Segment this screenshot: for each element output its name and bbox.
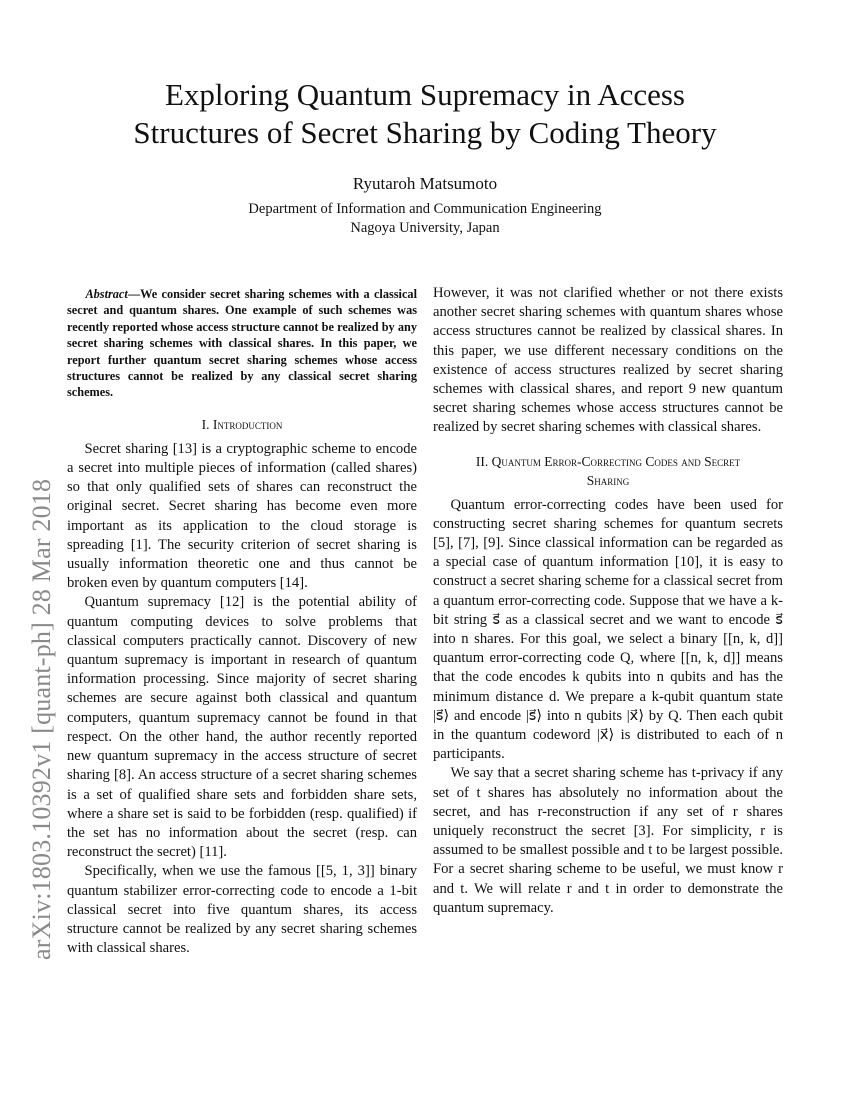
abstract bbox=[67, 286, 417, 401]
abstract-label: Abstract bbox=[85, 287, 128, 301]
affiliation-line-2: Nagoya University, Japan bbox=[350, 220, 500, 236]
affiliation-line-1: Department of Information and Communication Engineering bbox=[248, 201, 602, 217]
body-paragraph: We say that a secret sharing scheme has t-privacy if any set of t shares has absolutely no information about the secret, and has r-reconstruction if any set of r shares uniquely reconstruct the secret [3]. For simplicity, r is assumed to be smallest possible and t to be largest possible. For a secret sharing scheme to be useful, we must know r and t. We will relate r and t in order to demonstrate the quantum supremacy. bbox=[433, 765, 783, 916]
section-heading-introduction: I. Introduction bbox=[201, 416, 283, 432]
body-paragraph: Secret sharing [13] is a cryptographic scheme to encode a secret into multiple pieces of information (called shares) so that only qualified sets of shares can reconstruct the original secret. Secret sharing has become even more important as its application to the cloud storage is spreading [1]. The security criterion of secret sharing is usually information theoretic one and thus cannot be broken even by quantum computers [14]. bbox=[67, 440, 417, 592]
arxiv-identifier-stamp[interactable]: arXiv:1803.10392v1 [quant-ph] 28 Mar 2018 bbox=[27, 478, 56, 960]
author-affiliation bbox=[0, 200, 850, 238]
title-line-2: Structures of Secret Sharing by Coding Theory bbox=[133, 115, 717, 150]
body-paragraph: Specifically, when we use the famous [[5, 1, 3]] binary quantum stabilizer error-correcting code to encode a 1-bit classical secret into five quantum shares, its access structure cannot be realized by any secret sharing schemes with classical shares. bbox=[67, 863, 417, 957]
left-column bbox=[67, 286, 417, 958]
paper-title bbox=[60, 76, 790, 152]
section2-heading-line-1: II. Quantum Error-Correcting Codes and Secret bbox=[475, 453, 741, 469]
abstract-text: —We consider secret sharing schemes with a classical secret and quantum shares. One example of such schemes was recently reported whose access structure cannot be realized by any secret sharing schemes with classical shares. In this paper, we report further quantum secret sharing schemes whose access structures cannot be realized by any classical secret sharing schemes. bbox=[67, 287, 417, 400]
author-name: Ryutaroh Matsumoto bbox=[352, 174, 498, 193]
section-heading-qecc bbox=[433, 452, 783, 490]
body-paragraph-continuation: However, it was not clarified whether or not there exists another secret sharing schemes with quantum shares whose access structures cannot be realized by classical shares. In this paper, we use different necessary conditions on the existence of access structures realized by secret sharing schemes with classical shares, and report 9 new quantum secret sharing schemes whose access structures cannot be realized by secret sharing schemes with classical shares. bbox=[433, 285, 783, 436]
section2-heading-line-2: Sharing bbox=[586, 472, 630, 488]
title-line-1: Exploring Quantum Supremacy in Access bbox=[164, 77, 685, 112]
body-paragraph: Quantum error-correcting codes have been used for constructing secret sharing schemes for quantum secrets [5], [7], [9]. Since classical information can be regarded as a special case of quantum information [10], it is easy to construct a secret sharing scheme for a classical secret from a quantum error-correcting code. Suppose that we have a k-bit string s⃗ as a classical secret and we want to encode s⃗ into n shares. For this goal, we select a binary [[n, k, d]] quantum error-correcting code Q, where [[n, k, d]] means that the code encodes k qubits into n qubits and has the minimum distance d. We prepare a k-qubit quantum state |s⃗⟩ and encode |s⃗⟩ into n qubits |x⃗⟩ by Q. Then each qubit in the quantum codeword |x⃗⟩ is distributed to each of n participants. bbox=[433, 496, 783, 763]
body-paragraph: Quantum supremacy [12] is the potential ability of quantum computing devices to solve problems that classical computers practically cannot. Discovery of new quantum supremacy is important in research of quantum information processing. Since majority of secret sharing schemes are secure against both classical and quantum computers, quantum supremacy cannot be found in that respect. On the other hand, the author recently reported new quantum supremacy in the access structure of secret sharing [8]. An access structure of a secret sharing schemes is a set of qualified share sets and forbidden share sets, where a share set is said to be forbidden (resp. qualified) if the set has no information about the secret (resp. can reconstruct the secret) [11]. bbox=[67, 594, 417, 861]
right-column bbox=[433, 284, 783, 918]
